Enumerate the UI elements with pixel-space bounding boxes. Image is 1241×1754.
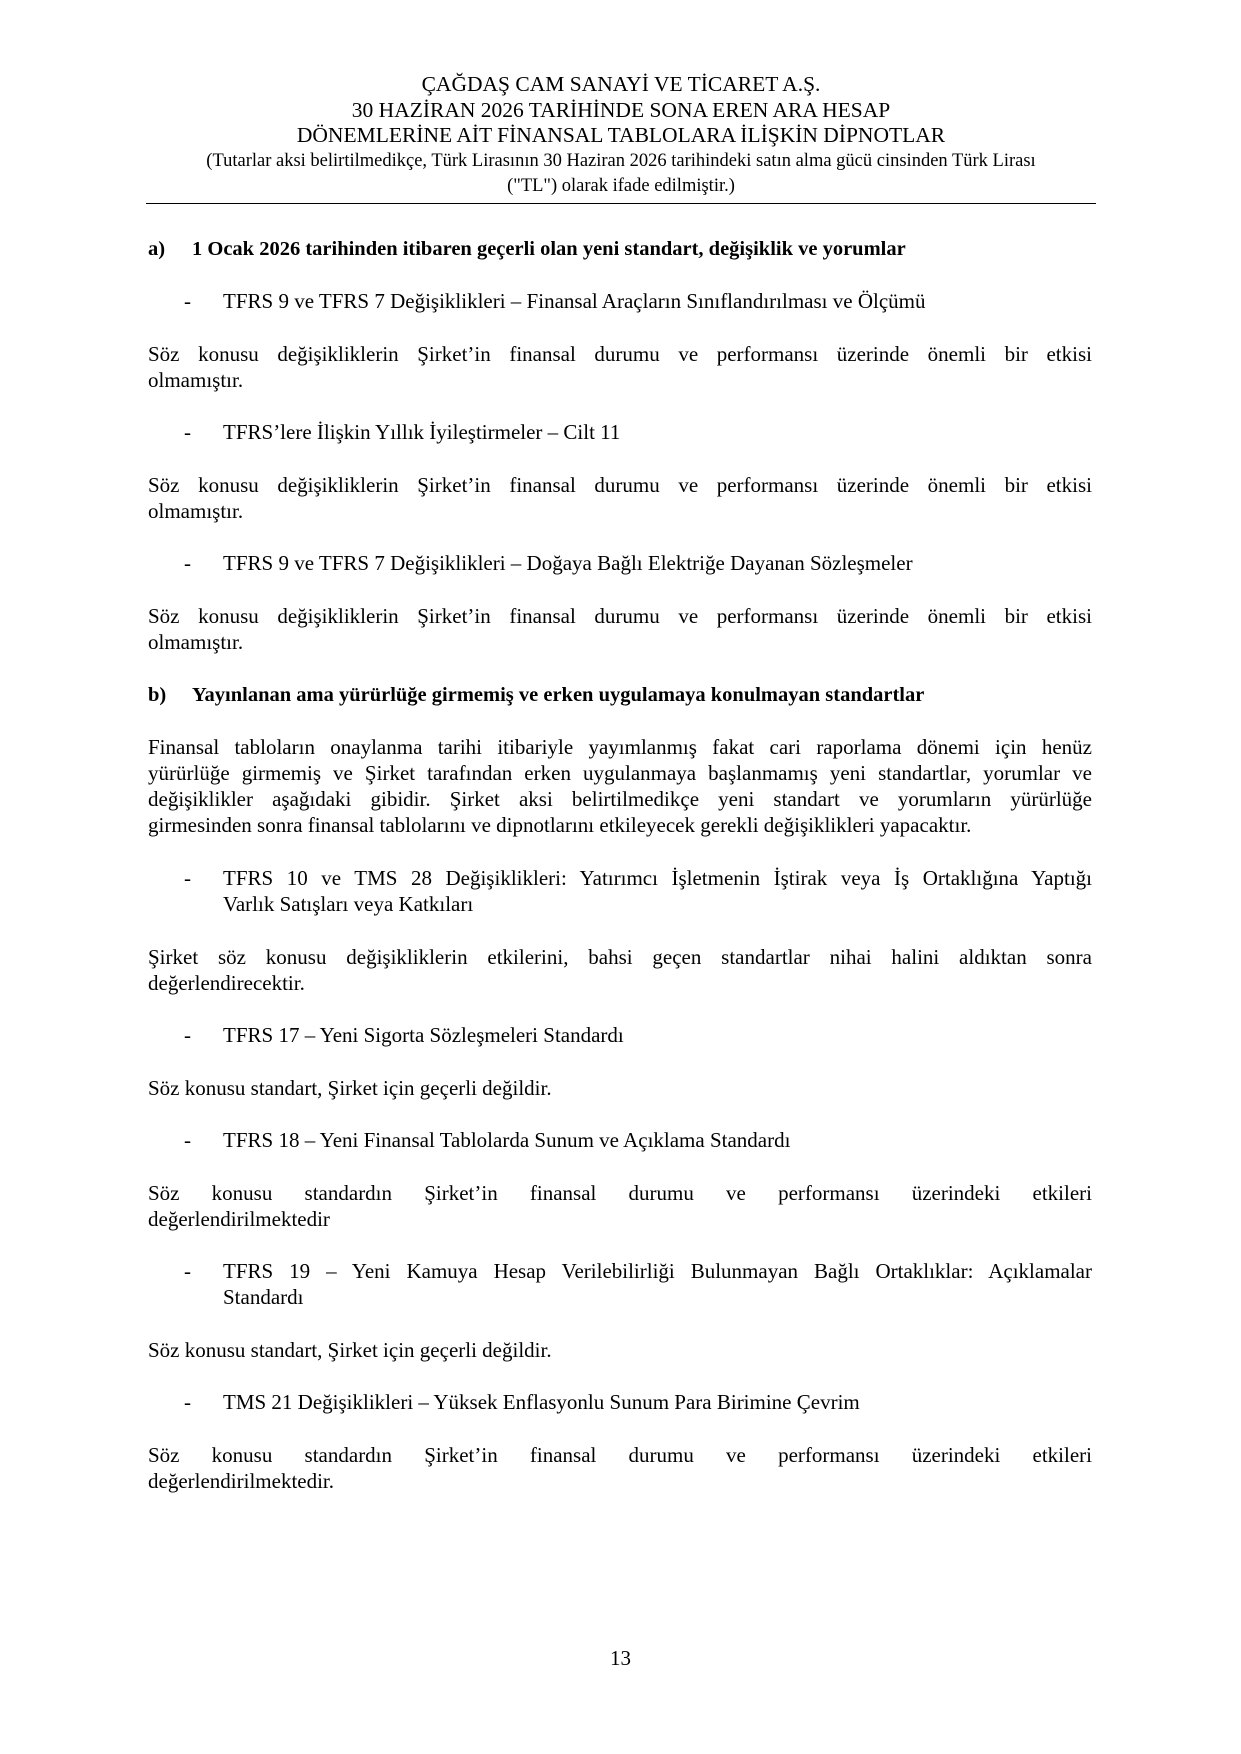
- currency-note-line1: (Tutarlar aksi belirtilmedikçe, Türk Lirasının 30 Haziran 2026 tarihindeki satın alma gücü cinsinden Türk Lirası: [206, 150, 1036, 171]
- item-paragraph: [148, 1075, 1092, 1101]
- bullet-dash: -: [184, 1023, 191, 1047]
- item-paragraph: [148, 944, 1092, 996]
- paragraph-line: Söz konusu standardın Şirket’in finansal durumu ve performansı üzerindeki etkileri: [148, 1181, 1092, 1205]
- paragraph-line: Söz konusu standart, Şirket için geçerli değildir.: [148, 1076, 552, 1100]
- paragraph-line: Söz konusu değişikliklerin Şirket’in finansal durumu ve performansı üzerinde önemli bir etkisi: [148, 604, 1092, 628]
- list-item: [148, 1389, 1092, 1415]
- item-title: TMS 21 Değişiklikleri – Yüksek Enflasyonlu Sunum Para Birimine Çevrim: [223, 1390, 860, 1414]
- paragraph-line: yürürlüğe girmemiş ve Şirket tarafından erken uygulanmaya başlanmamış yeni standartlar, yorumlar ve: [148, 761, 1092, 785]
- section-a-marker: a): [148, 238, 166, 260]
- item-paragraph: [148, 1180, 1092, 1232]
- paragraph-line: Söz konusu standardın Şirket’in finansal durumu ve performansı üzerindeki etkileri: [148, 1443, 1092, 1467]
- list-item: [148, 865, 1092, 917]
- item-title: Standardı: [223, 1285, 304, 1309]
- list-item: [148, 288, 1092, 314]
- list-item: [148, 1022, 1092, 1048]
- paragraph-line: değerlendirilmektedir: [148, 1207, 330, 1231]
- paragraph-line: girmesinden sonra finansal tablolarını ve dipnotlarını etkileyecek gerekli değişiklikleri yapacaktır.: [148, 813, 972, 837]
- item-title: TFRS 19 – Yeni Kamuya Hesap Verilebilirliği Bulunmayan Bağlı Ortaklıklar: Açıklamalar: [223, 1259, 1092, 1283]
- section-b-title: Yayınlanan ama yürürlüğe girmemiş ve erken uygulamaya konulmayan standartlar: [192, 684, 925, 706]
- paragraph-line: olmamıştır.: [148, 630, 244, 654]
- item-title: TFRS 10 ve TMS 28 Değişiklikleri: Yatırımcı İşletmenin İştirak veya İş Ortaklığına Yaptığı: [223, 866, 1092, 890]
- bullet-dash: -: [184, 551, 191, 575]
- paragraph-line: değerlendirilmektedir.: [148, 1469, 335, 1493]
- item-paragraph: [148, 472, 1092, 524]
- notes-title: DÖNEMLERİNE AİT FİNANSAL TABLOLARA İLİŞKİN DİPNOTLAR: [296, 123, 946, 147]
- bullet-dash: -: [184, 1390, 191, 1414]
- list-item: [148, 1258, 1092, 1310]
- item-title: TFRS 9 ve TFRS 7 Değişiklikleri – Finansal Araçların Sınıflandırılması ve Ölçümü: [223, 289, 926, 313]
- item-paragraph: [148, 603, 1092, 655]
- paragraph-line: değişiklikler aşağıdaki gibidir. Şirket aksi belirtilmedikçe yeni standart ve yorumların yürürlüğe: [148, 787, 1092, 811]
- section-b-heading: [148, 682, 1092, 708]
- paragraph-line: Şirket söz konusu değişikliklerin etkilerini, bahsi geçen standartlar nihai halini aldıktan sonra: [148, 945, 1092, 969]
- bullet-dash: -: [184, 1128, 191, 1152]
- page-header: [146, 72, 1096, 199]
- paragraph-line: değerlendirecektir.: [148, 971, 305, 995]
- list-item: [148, 1127, 1092, 1153]
- bullet-dash: -: [184, 1259, 191, 1283]
- header-divider: [146, 203, 1096, 204]
- list-item: [148, 550, 1092, 576]
- paragraph-line: Söz konusu değişikliklerin Şirket’in finansal durumu ve performansı üzerinde önemli bir etkisi: [148, 473, 1092, 497]
- item-title: TFRS 17 – Yeni Sigorta Sözleşmeleri Standardı: [223, 1023, 624, 1047]
- bullet-dash: -: [184, 289, 191, 313]
- section-a-title: 1 Ocak 2026 tarihinden itibaren geçerli olan yeni standart, değişiklik ve yorumlar: [192, 238, 906, 260]
- item-paragraph: [148, 1337, 1092, 1363]
- paragraph-line: Söz konusu standart, Şirket için geçerli değildir.: [148, 1338, 552, 1362]
- page-number: 13: [610, 1646, 631, 1670]
- bullet-dash: -: [184, 420, 191, 444]
- item-title: TFRS 9 ve TFRS 7 Değişiklikleri – Doğaya Bağlı Elektriğe Dayanan Sözleşmeler: [223, 551, 913, 575]
- paragraph-line: olmamıştır.: [148, 499, 244, 523]
- bullet-dash: -: [184, 866, 191, 890]
- item-title: TFRS’lere İlişkin Yıllık İyileştirmeler – Cilt 11: [223, 420, 621, 444]
- section-b-marker: b): [148, 684, 167, 706]
- item-paragraph: [148, 341, 1092, 393]
- item-title: TFRS 18 – Yeni Finansal Tablolarda Sunum ve Açıklama Standardı: [223, 1128, 791, 1152]
- section-b-intro: [148, 734, 1092, 838]
- company-name: ÇAĞDAŞ CAM SANAYİ VE TİCARET A.Ş.: [421, 72, 821, 96]
- section-a-heading: [148, 236, 1092, 262]
- item-title: Varlık Satışları veya Katkıları: [223, 892, 474, 916]
- item-paragraph: [148, 1442, 1092, 1494]
- currency-note-line2: ("TL") olarak ifade edilmiştir.): [507, 175, 735, 196]
- paragraph-line: olmamıştır.: [148, 368, 244, 392]
- paragraph-line: Finansal tabloların onaylanma tarihi itibariyle yayımlanmış fakat cari raporlama dönemi için henüz: [148, 735, 1092, 759]
- list-item: [148, 419, 1092, 445]
- period-title: 30 HAZİRAN 2026 TARİHİNDE SONA EREN ARA HESAP: [351, 97, 891, 122]
- paragraph-line: Söz konusu değişikliklerin Şirket’in finansal durumu ve performansı üzerinde önemli bir etkisi: [148, 342, 1092, 366]
